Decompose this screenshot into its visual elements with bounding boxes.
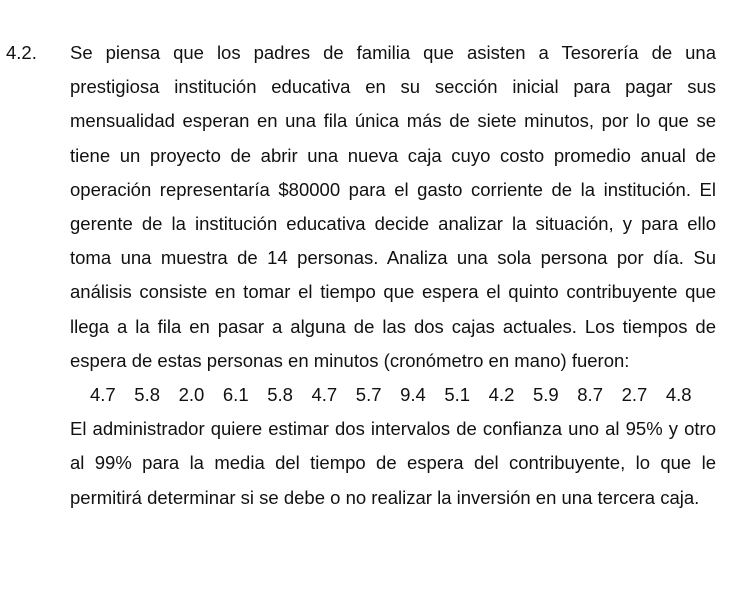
wait-time-value: 2.7 [621, 384, 648, 406]
wait-time-value: 4.8 [665, 384, 692, 406]
wait-times-list [70, 378, 716, 412]
wait-time-value: 8.7 [577, 384, 603, 406]
problem-conclusion-paragraph: El administrador quiere estimar dos intervalos de confianza uno al 95% y otro al 99% para la media del tiempo de espera del contribuyente, lo que le permitirá determinar si se debe o no realizar la inversión en una tercera caja. [70, 418, 716, 508]
wait-time-value: 4.7 [90, 384, 116, 406]
wait-time-value: 9.4 [400, 384, 426, 406]
wait-time-value: 6.1 [222, 384, 249, 406]
wait-time-value: 4.7 [311, 384, 338, 406]
wait-time-value: 5.7 [355, 384, 382, 406]
wait-time-value: 5.8 [134, 384, 161, 406]
problem-body [70, 36, 716, 515]
problem-number: 4.2. [6, 42, 37, 63]
wait-time-value: 2.0 [178, 384, 205, 406]
problem-intro-paragraph: Se piensa que los padres de familia que asisten a Tesorería de una prestigiosa institución educativa en su sección inicial para pagar sus mensualidad esperan en una fila única más de siete minutos, por lo que se tiene un proyecto de abrir una nueva caja cuyo costo promedio anual de operación representaría $80000 para el gasto corriente de la institución. El gerente de la institución educativa decide analizar la situación, y para ello toma una muestra de 14 personas. Analiza una sola persona por día. Su análisis consiste en tomar el tiempo que espera el quinto contribuyente que llega a la fila en pasar a alguna de las dos cajas actuales. Los tiempos de espera de estas personas en minutos (cronómetro en mano) fueron: [70, 42, 716, 371]
wait-time-value: 5.1 [444, 384, 471, 406]
wait-time-value: 4.2 [488, 384, 515, 406]
wait-time-value: 5.9 [532, 384, 559, 406]
wait-time-value: 5.8 [267, 384, 293, 406]
